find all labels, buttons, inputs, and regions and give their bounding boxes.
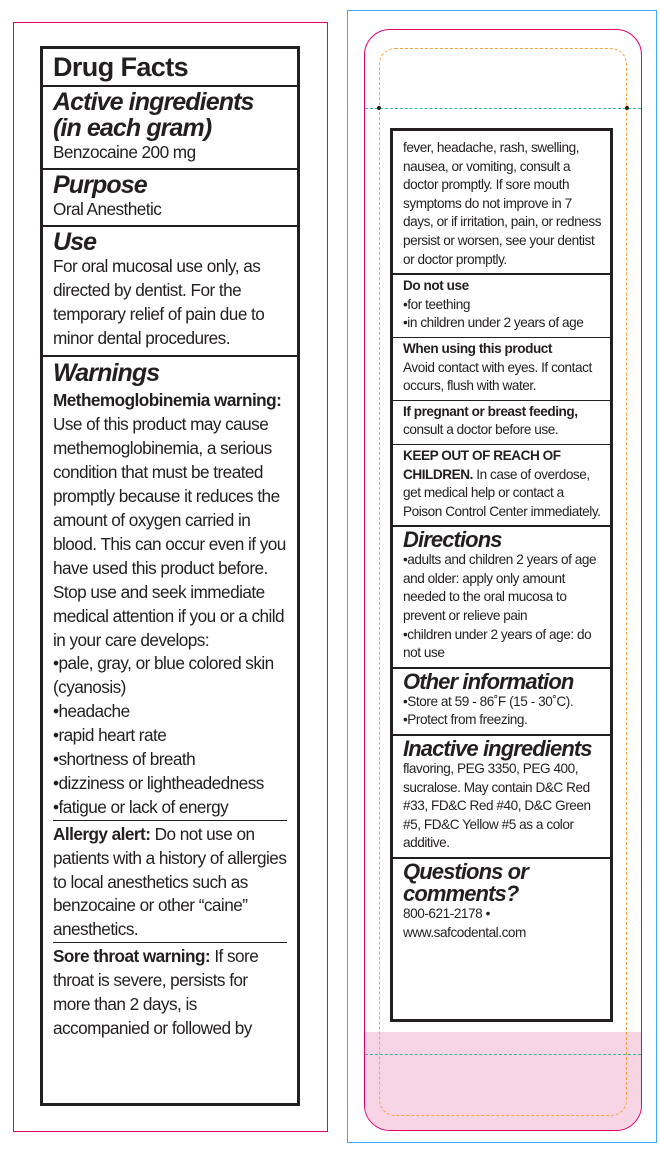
symptom-item: •rapid heart rate	[53, 725, 167, 746]
purpose-text: Oral Anesthetic	[53, 198, 162, 219]
do-not-use-heading: Do not use	[403, 278, 469, 294]
purpose-heading: Purpose	[53, 170, 147, 199]
do-not-use-item: •for teething	[403, 296, 470, 312]
pregnant-heading: If pregnant or breast feeding,	[403, 403, 578, 419]
directions-item: •children under 2 years of age: do not use	[403, 626, 592, 661]
symptom-item: •fatigue or lack of energy	[53, 796, 229, 817]
sore-throat-lead: Sore throat warning:	[53, 946, 211, 967]
symptom-item: •headache	[53, 701, 130, 722]
methemo-warning	[53, 389, 287, 652]
drug-facts-title: Drug Facts	[53, 52, 189, 82]
questions-phone: 800-621-2178 •	[403, 906, 490, 921]
fold-line-top	[365, 108, 641, 109]
symptom-item: •pale, gray, or blue colored skin (cyanosis)	[53, 653, 274, 698]
inactive-heading: Inactive ingredients	[403, 736, 592, 762]
do-not-use-item: •in children under 2 years of age	[403, 315, 584, 331]
directions-heading: Directions	[403, 527, 502, 553]
questions-heading: Questions or comments?	[403, 859, 528, 906]
marker-dot	[625, 106, 629, 110]
continued-warning-text: fever, headache, rash, swelling, nausea, or vomiting, consult a doctor promptly. If sore mouth symptoms do not improve in 7 days, or if irritation, pain, or redness persist or worsen, see your dentist or doctor promptly.	[403, 140, 602, 267]
sore-throat-text: If sore throat is severe, persists for more than 2 days, is accompanied or followed by	[53, 946, 259, 1038]
questions-web: www.safcodental.com	[403, 924, 526, 940]
pregnant-text: consult a doctor before use.	[403, 422, 559, 438]
drug-facts-box-left	[40, 46, 300, 1106]
allergy-lead: Allergy alert:	[53, 823, 151, 844]
other-info-item: •Store at 59 - 86˚F (15 - 30˚C).	[403, 693, 574, 709]
symptom-item: •shortness of breath	[53, 749, 196, 770]
use-heading: Use	[53, 227, 97, 256]
fold-line-bottom	[365, 1054, 641, 1055]
symptom-item: •dizziness or lightheadedness	[53, 772, 264, 793]
when-using-heading: When using this product	[403, 340, 552, 356]
when-using-text: Avoid contact with eyes. If contact occurs, flush with water.	[403, 359, 592, 394]
sore-throat-warning	[53, 942, 287, 1041]
marker-dot	[377, 106, 381, 110]
active-ingredients-text: Benzocaine 200 mg	[53, 142, 196, 162]
directions-item: •adults and children 2 years of age and older: apply only amount needed to the oral mucosa to prevent or relieve pain	[403, 552, 597, 624]
active-ingredients-heading: Active ingredients (in each gram)	[53, 88, 254, 142]
methemo-lead: Methemoglobinemia warning:	[53, 390, 282, 411]
drug-facts-box-right	[390, 128, 613, 1022]
keep-out-heading: KEEP OUT OF REACH OF CHILDREN.	[403, 447, 561, 482]
keep-out-of-reach	[403, 447, 602, 521]
keep-out-text: In case of overdose, get medical help or contact a Poison Control Center immediately.	[403, 466, 601, 519]
allergy-text: Do not use on patients with a history of allergies to local anesthetics such as benzocaine or other “caine” anesthetics.	[53, 823, 287, 940]
warnings-heading: Warnings	[53, 359, 160, 388]
other-info-heading: Other information	[403, 668, 574, 694]
other-info-item: •Protect from freezing.	[403, 712, 528, 728]
allergy-alert	[53, 820, 287, 943]
methemo-text: Use of this product may cause methemoglobinemia, a serious condition that must be treated promptly because it reduces the amount of oxygen carried in blood. This can occur even if you have used this product before. Stop use and seek immediate medical attention if you or a child in your care develops:	[53, 414, 286, 650]
inactive-text: flavoring, PEG 3350, PEG 400, sucralose. May contain D&C Red #33, FD&C Red #40, D&C Green #5, FD&C Yellow #5 as a color additive.	[403, 761, 591, 851]
use-text: For oral mucosal use only, as directed by dentist. For the temporary relief of pain due to minor dental procedures.	[53, 255, 265, 348]
